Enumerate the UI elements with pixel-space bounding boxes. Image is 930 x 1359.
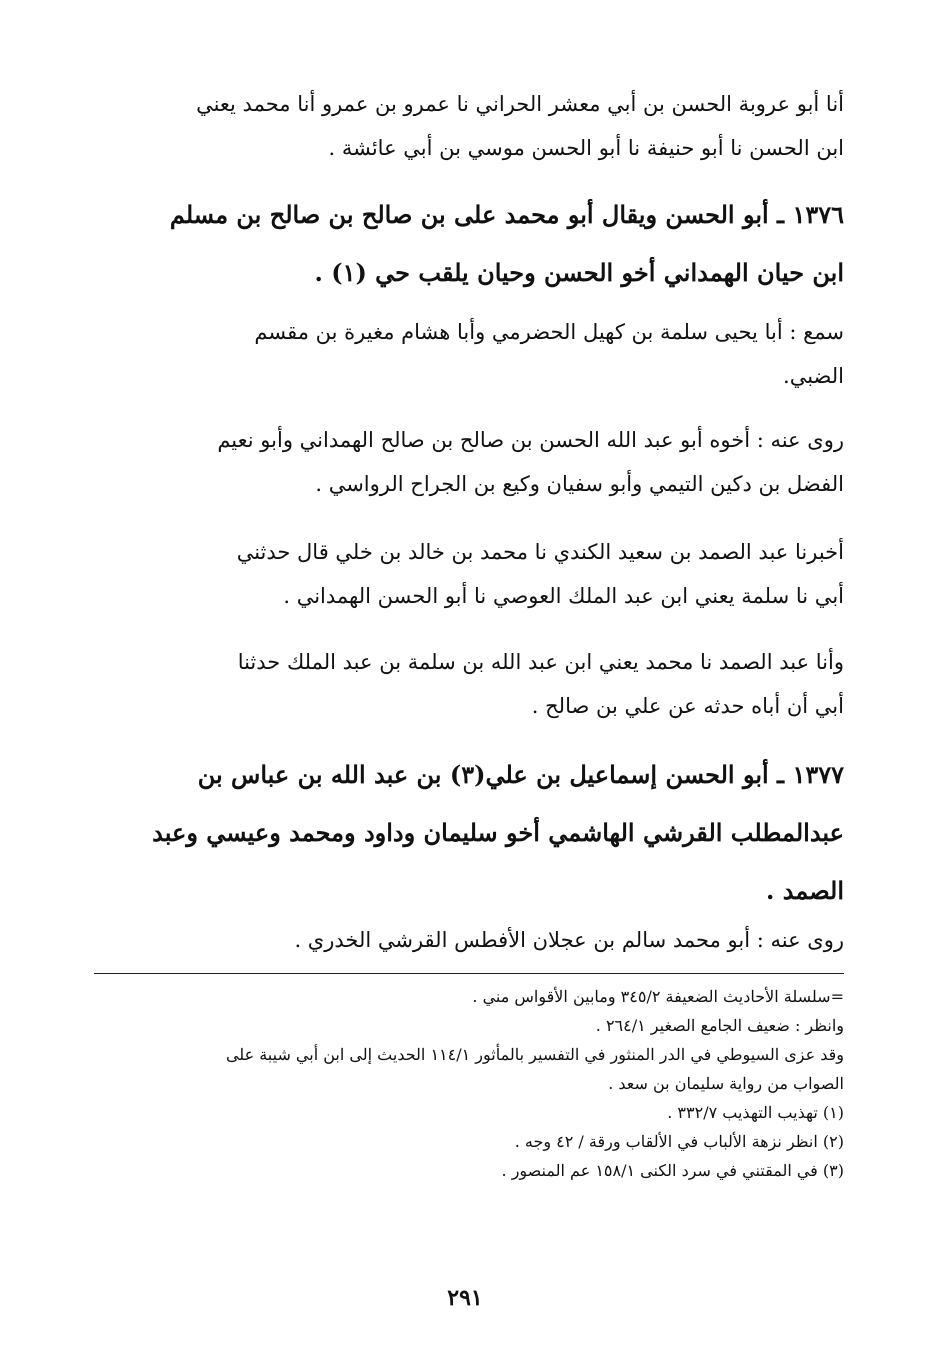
text-line: وأنا عبد الصمد نا محمد يعني ابن عبد الله بن سلمة بن عبد الملك حدثنا	[237, 650, 844, 674]
entry-heading-line: ١٣٧٦ ـ أبو الحسن ويقال أبو محمد على بن صالح بن صالح بن مسلم	[169, 200, 844, 229]
footnote-line: (٢) انظر نزهة الألباب في الألقاب ورقة / ٤٢ وجه .	[514, 1132, 844, 1151]
paragraph-wa-ana	[95, 640, 844, 728]
entry-1377	[95, 746, 844, 920]
text-line: الضبي.	[783, 364, 844, 388]
paragraph-rawa-anhu	[95, 418, 844, 506]
text-line: الفضل بن دكين التيمي وأبو سفيان وكيع بن الجراح الرواسي .	[315, 472, 844, 496]
text-line: أنا أبو عروبة الحسن بن أبي معشر الحراني نا عمرو بن عمرو أنا محمد يعني	[196, 92, 844, 116]
text-line: أخبرنا عبد الصمد بن سعيد الكندي نا محمد بن خالد بن خلي قال حدثني	[236, 540, 844, 564]
footnote-line: =سلسلة الأحاديث الضعيفة ٣٤٥/٢ ومابين الأقواس مني .	[472, 987, 844, 1006]
footnote-line: (١) تهذيب التهذيب ٣٣٢/٧ .	[667, 1103, 844, 1122]
text-line: سمع : أبا يحيى سلمة بن كهيل الحضرمي وأبا هشام مغيرة بن مقسم	[254, 320, 844, 344]
entry-heading-line: ١٣٧٧ ـ أبو الحسن إسماعيل بن علي(٣) بن عبد الله بن عباس بن	[197, 760, 844, 789]
footnote-line: وانظر : ضعيف الجامع الصغير ٢٦٤/١ .	[595, 1016, 844, 1035]
text-line: روى عنه : أبو محمد سالم بن عجلان الأفطس القرشي الخدري .	[294, 928, 844, 952]
text-line: أبي نا سلمة يعني ابن عبد الملك العوصي نا أبو الحسن الهمداني .	[283, 584, 844, 608]
footnotes	[95, 982, 844, 1185]
text-line: روى عنه : أخوه أبو عبد الله الحسن بن صالح بن صالح الهمداني وأبو نعيم	[217, 428, 844, 452]
entry-heading-line: عبدالمطلب القرشي الهاشمي أخو سليمان وداود ومحمد وعيسي وعبد	[152, 818, 844, 847]
footnote-line: (٣) في المقتني في سرد الكنى ١٥٨/١ عم المنصور .	[501, 1161, 844, 1180]
entry-heading-line: ابن حيان الهمداني أخو الحسن وحيان يلقب حي (١) .	[314, 258, 844, 287]
page-number: ٢٩١	[447, 1285, 483, 1311]
entry-heading-line: الصمد .	[766, 876, 844, 905]
paragraph-sami	[95, 310, 844, 398]
paragraph-akhbarana	[95, 530, 844, 618]
entry-1376	[95, 186, 844, 302]
footnote-line: وقد عزى السيوطي في الدر المنثور في التفسير بالمأثور ١١٤/١ الحديث إلى ابن أبي شيبة على	[225, 1045, 844, 1064]
paragraph-1	[95, 82, 844, 170]
footnote-separator	[94, 973, 844, 974]
text-line: أبي أن أباه حدثه عن علي بن صالح .	[531, 694, 844, 718]
paragraph-rawa-anhu-2	[95, 918, 844, 962]
text-line: ابن الحسن نا أبو حنيفة نا أبو الحسن موسي بن أبي عائشة .	[328, 136, 844, 160]
footnote-line: الصواب من رواية سليمان بن سعد .	[608, 1074, 844, 1093]
